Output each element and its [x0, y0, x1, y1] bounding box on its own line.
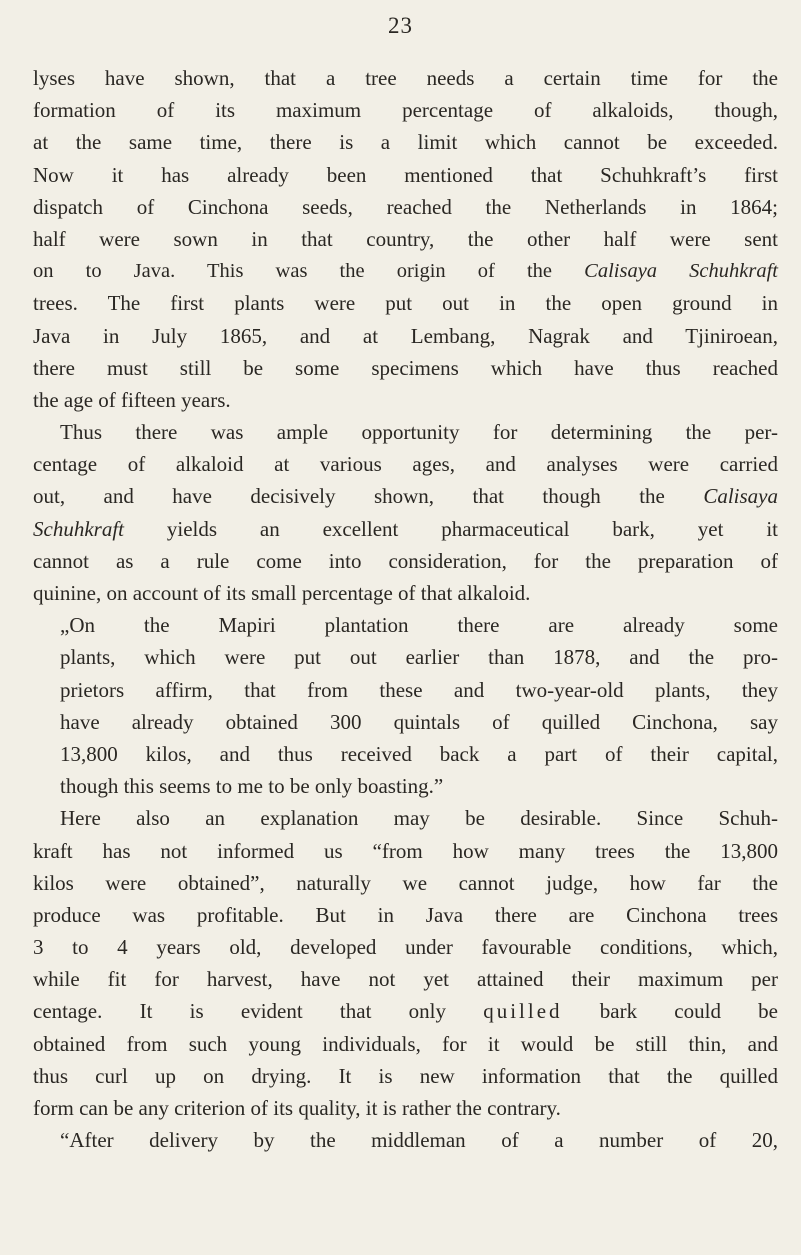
- text-segment: bark could be: [562, 999, 778, 1024]
- text-line: cannot as a rule come into consideration, for the preparation of: [33, 548, 778, 573]
- text-line: prietors affirm, that from these and two-year-old plants, they: [60, 677, 778, 702]
- text-line: [33, 480, 778, 512]
- text-line: centage of alkaloid at various ages, and analyses were carried: [33, 452, 778, 477]
- text-line: plants, which were put out earlier than 1878, and the pro-: [60, 645, 778, 670]
- text-segment: centage. It is evident that only: [33, 999, 484, 1024]
- text-line: thus curl up on drying. It is new information that the quilled: [33, 1063, 778, 1088]
- text-segment: on to Java. This was the origin of the: [33, 260, 585, 283]
- text-line: form can be any criterion of its quality, it is rather the contrary.: [33, 1096, 561, 1120]
- text-line: 13,800 kilos, and thus received back a part of their capital,: [60, 741, 778, 766]
- text-line: half were sown in that country, the other half were sent: [33, 226, 778, 251]
- text-line: Java in July 1865, and at Lembang, Nagrak and Tjiniroean,: [33, 323, 778, 348]
- page-number: 23: [388, 13, 413, 38]
- text-line: at the same time, there is a limit which cannot be exceeded.: [33, 130, 778, 155]
- text-line: formation of its maximum percentage of alkaloids, though,: [33, 98, 778, 123]
- text-line: “After delivery by the middleman of a number of 20,: [60, 1128, 778, 1153]
- text-line: [33, 995, 778, 1027]
- text-line: produce was profitable. But in Java there are Cinchona trees: [33, 902, 778, 927]
- text-line: lyses have shown, that a tree needs a certain time for the: [33, 66, 778, 90]
- text-line: have already obtained 300 quintals of quilled Cinchona, say: [60, 709, 778, 734]
- text-line: trees. The first plants were put out in the open ground in: [33, 291, 778, 316]
- text-line: quinine, on account of its small percentage of that alkaloid.: [33, 581, 531, 605]
- text-line: there must still be some specimens which have thus reached: [33, 355, 778, 380]
- italic-text: Schuhkraft: [33, 516, 124, 541]
- text-line: „On the Mapiri plantation there are already some: [60, 613, 778, 638]
- text-line: kilos were obtained”, naturally we cannot judge, how far the: [33, 870, 778, 895]
- text-line: 3 to 4 years old, developed under favourable conditions, which,: [33, 935, 778, 960]
- spaced-text: quilled: [483, 999, 563, 1024]
- text-line: Here also an explanation may be desirable. Since Schuh-: [60, 806, 778, 831]
- text-line: while fit for harvest, have not yet attained their maximum per: [33, 967, 778, 992]
- text-line: obtained from such young individuals, for it would be still thin, and: [33, 1031, 778, 1056]
- text-line: Thus there was ample opportunity for determining the per-: [60, 420, 778, 445]
- text-line: kraft has not informed us “from how many trees the 13,800: [33, 838, 778, 863]
- text-line: [33, 255, 778, 287]
- text-segment: out, and have decisively shown, that though the: [33, 484, 704, 509]
- text-line: Now it has already been mentioned that Schuhkraft’s first: [33, 162, 778, 187]
- italic-text: Calisaya: [703, 484, 778, 509]
- text-segment: yields an excellent pharmaceutical bark, yet it: [123, 516, 778, 541]
- text-line: dispatch of Cinchona seeds, reached the Netherlands in 1864;: [33, 194, 778, 219]
- text-line: though this seems to me to be only boasting.”: [60, 774, 444, 799]
- text-line: the age of fifteen years.: [33, 387, 231, 412]
- text-line: [33, 513, 778, 545]
- italic-text: Calisaya Schuhkraft: [584, 260, 778, 283]
- body-text: [33, 62, 778, 1156]
